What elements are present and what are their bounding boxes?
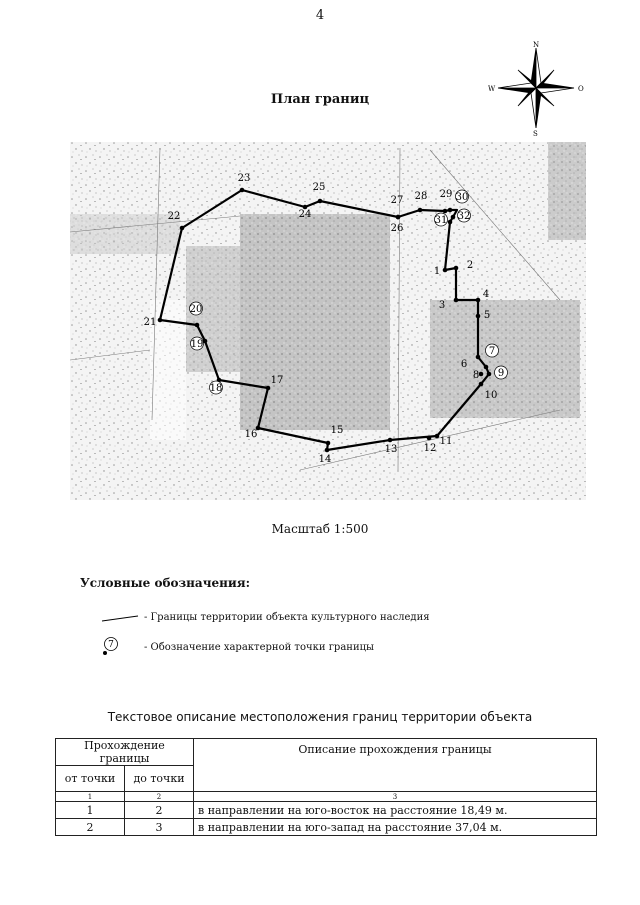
boundary-point-29 bbox=[443, 209, 448, 214]
boundary-point-7 bbox=[484, 365, 489, 370]
boundary-point-20 bbox=[195, 323, 200, 328]
boundary-point-12 bbox=[427, 436, 432, 441]
point-label-11: 11 bbox=[439, 436, 453, 447]
boundary-point-28 bbox=[418, 208, 423, 213]
boundary-point-8 bbox=[479, 372, 484, 377]
page-number: 4 bbox=[315, 8, 325, 23]
col-num-2: 2 bbox=[125, 792, 194, 802]
boundary-map bbox=[70, 142, 586, 500]
legend-point bbox=[100, 636, 374, 658]
boundary-point-30 bbox=[448, 208, 453, 213]
table-row bbox=[56, 802, 597, 819]
row-description: в направлении на юго-запад на расстояние 37,04 м. bbox=[194, 819, 597, 836]
legend-point-text: - Обозначение характерной точки границы bbox=[144, 641, 375, 653]
point-label-9: 9 bbox=[497, 368, 505, 379]
point-label-20: 20 bbox=[189, 304, 203, 315]
point-label-21: 21 bbox=[143, 317, 157, 328]
table-row bbox=[56, 819, 597, 836]
point-label-16: 16 bbox=[244, 429, 258, 440]
boundary-point-31 bbox=[451, 215, 456, 220]
point-label-30: 30 bbox=[455, 192, 469, 203]
point-label-25: 25 bbox=[312, 182, 326, 193]
compass-n-label: N bbox=[533, 41, 540, 49]
point-label-32: 32 bbox=[457, 211, 471, 222]
point-label-13: 13 bbox=[384, 444, 398, 455]
point-label-2: 2 bbox=[466, 260, 474, 271]
compass-s-label: S bbox=[533, 130, 538, 138]
boundary-point-13 bbox=[388, 438, 393, 443]
boundary-point-14 bbox=[325, 448, 330, 453]
point-label-19: 19 bbox=[190, 339, 204, 350]
point-label-3: 3 bbox=[438, 300, 446, 311]
point-label-1: 1 bbox=[433, 266, 441, 277]
scale-label: Масштаб 1:500 bbox=[271, 522, 369, 536]
description-title: Текстовое описание местоположения границ территории объекта bbox=[107, 710, 533, 724]
legend-point-number: 7 bbox=[108, 640, 114, 650]
point-label-28: 28 bbox=[414, 191, 428, 202]
col-num-3: 3 bbox=[194, 792, 597, 802]
point-label-24: 24 bbox=[298, 209, 312, 220]
plan-title: План границ bbox=[270, 92, 370, 107]
boundary-point-32 bbox=[448, 220, 453, 225]
point-label-7: 7 bbox=[488, 346, 496, 357]
point-label-29: 29 bbox=[439, 189, 453, 200]
boundary-point-22 bbox=[180, 226, 185, 231]
boundary-point-27 bbox=[396, 215, 401, 220]
col-head-passage: Прохождение границы bbox=[56, 739, 194, 766]
point-label-12: 12 bbox=[423, 443, 437, 454]
boundary-point-4 bbox=[476, 298, 481, 303]
boundary-point-23 bbox=[240, 188, 245, 193]
col-head-description: Описание прохождения границы bbox=[194, 739, 597, 792]
point-label-22: 22 bbox=[167, 211, 181, 222]
point-label-27: 27 bbox=[390, 195, 404, 206]
legend-heading: Условные обозначения: bbox=[80, 576, 251, 590]
boundary-table bbox=[55, 738, 597, 836]
point-label-14: 14 bbox=[318, 454, 332, 465]
point-label-4: 4 bbox=[482, 289, 490, 300]
boundary-point-5 bbox=[476, 314, 481, 319]
row-to: 3 bbox=[125, 819, 194, 836]
boundary-point-15 bbox=[326, 441, 331, 446]
boundary-point-10 bbox=[479, 382, 484, 387]
row-from: 2 bbox=[56, 819, 125, 836]
boundary-point-21 bbox=[158, 318, 163, 323]
point-label-15: 15 bbox=[330, 425, 344, 436]
row-from: 1 bbox=[56, 802, 125, 819]
legend-boundary bbox=[100, 612, 430, 623]
point-label-10: 10 bbox=[484, 390, 498, 401]
compass-e-label: O bbox=[578, 85, 584, 93]
boundary-point-17 bbox=[266, 386, 271, 391]
point-label-18: 18 bbox=[209, 383, 223, 394]
point-label-17: 17 bbox=[270, 375, 284, 386]
point-label-23: 23 bbox=[237, 173, 251, 184]
boundary-point-sample-icon bbox=[100, 636, 140, 658]
point-label-26: 26 bbox=[390, 223, 404, 234]
row-description: в направлении на юго-восток на расстояние 18,49 м. bbox=[194, 802, 597, 819]
boundary-point-2 bbox=[454, 266, 459, 271]
boundary-line-sample-icon bbox=[100, 613, 140, 623]
compass-w-label: W bbox=[488, 85, 496, 93]
boundary-point-9 bbox=[487, 372, 492, 377]
boundary-point-6 bbox=[476, 355, 481, 360]
boundary-point-25 bbox=[318, 199, 323, 204]
point-label-31: 31 bbox=[434, 215, 448, 226]
point-label-5: 5 bbox=[483, 310, 491, 321]
boundary-point-1 bbox=[443, 268, 448, 273]
point-label-6: 6 bbox=[460, 359, 468, 370]
legend-boundary-text: - Границы территории объекта культурного наследия bbox=[144, 612, 430, 623]
boundary-point-3 bbox=[454, 298, 459, 303]
compass-rose-icon bbox=[484, 38, 588, 138]
col-head-from: от точки bbox=[56, 766, 125, 792]
col-num-1: 1 bbox=[56, 792, 125, 802]
col-head-to: до точки bbox=[125, 766, 194, 792]
point-label-8: 8 bbox=[472, 370, 480, 381]
row-to: 2 bbox=[125, 802, 194, 819]
boundary-point-11 bbox=[435, 434, 440, 439]
